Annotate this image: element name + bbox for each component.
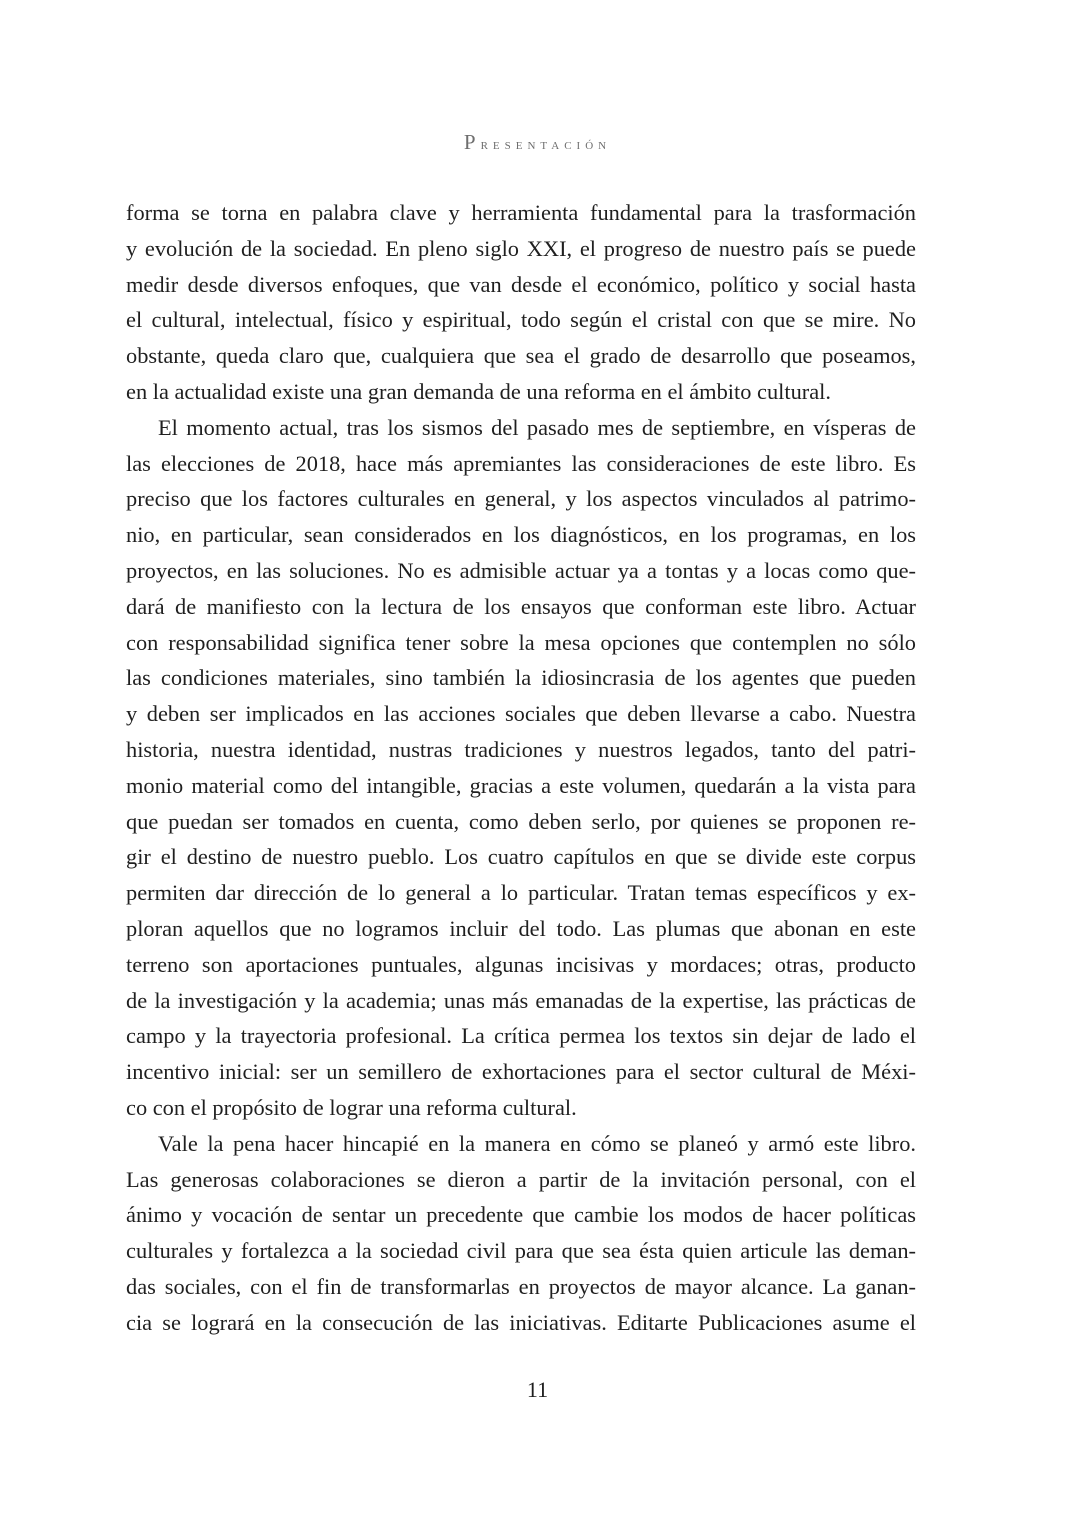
text-line: Vale la pena hacer hincapié en la manera en cómo se planeó y armó este libro. [158, 1130, 916, 1156]
text-line: con responsabilidad significa tener sobre la mesa opciones que contemplen no sólo [126, 629, 916, 655]
text-line: preciso que los factores culturales en general, y los aspectos vinculados al patrimo- [126, 486, 916, 512]
text-line: co con el propósito de lograr una reforma cultural. [126, 1094, 577, 1120]
running-header [0, 130, 1075, 155]
text-line: las elecciones de 2018, hace más apremiantes las consideraciones de este libro. Es [126, 450, 916, 476]
text-line: y deben ser implicados en las acciones sociales que deben llevarse a cabo. Nuestra [126, 701, 916, 727]
text-line: en la actualidad existe una gran demanda de una reforma en el ámbito cultural. [126, 378, 831, 404]
text-line: de la investigación y la academia; unas más emanadas de la expertise, las prácticas de [126, 987, 916, 1013]
text-line: el cultural, intelectual, físico y espiritual, todo según el cristal con que se mire. No [126, 307, 916, 333]
text-line: Las generosas colaboraciones se dieron a partir de la invitación personal, con el [126, 1166, 916, 1192]
text-line: monio material como del intangible, gracias a este volumen, quedarán a la vista para [126, 772, 916, 798]
text-line: que puedan ser tomados en cuenta, como deben serlo, por quienes se proponen re- [126, 808, 916, 834]
paragraph [126, 1126, 916, 1341]
text-line: permiten dar dirección de lo general a lo particular. Tratan temas específicos y ex- [126, 880, 916, 906]
text-line: campo y la trayectoria profesional. La crítica permea los textos sin dejar de lado el [126, 1023, 916, 1049]
text-line: terreno son aportaciones puntuales, algunas incisivas y mordaces; otras, producto [126, 951, 916, 977]
text-line: obstante, queda claro que, cualquiera que sea el grado de desarrollo que poseamos, [126, 343, 916, 369]
text-line: cia se logrará en la consecución de las iniciativas. Editarte Publicaciones asume el [126, 1309, 916, 1335]
text-line: forma se torna en palabra clave y herramienta fundamental para la trasformación [126, 200, 916, 225]
body-text [126, 195, 916, 1341]
running-header-initial: P [463, 130, 481, 154]
text-line: historia, nuestra identidad, nustras tradiciones y nuestros legados, tanto del patri- [126, 736, 916, 762]
paragraph [126, 410, 916, 1126]
text-line: das sociales, con el fin de transformarlas en proyectos de mayor alcance. La ganan- [126, 1273, 916, 1299]
page-number: 11 [526, 1377, 549, 1402]
text-line: culturales y fortalezca a la sociedad civil para que sea ésta quien articule las deman- [126, 1238, 916, 1264]
running-header-rest: resentación [480, 136, 612, 153]
text-line: medir desde diversos enfoques, que van desde el económico, político y social hasta [126, 271, 916, 297]
text-line: ánimo y vocación de sentar un precedente que cambie los modos de hacer políticas [126, 1202, 916, 1228]
text-line: El momento actual, tras los sismos del pasado mes de septiembre, en vísperas de [158, 414, 916, 440]
paragraph [126, 195, 916, 410]
text-line: gir el destino de nuestro pueblo. Los cuatro capítulos en que se divide este corpus [126, 844, 916, 870]
text-line: incentivo inicial: ser un semillero de exhortaciones para el sector cultural de Méxi- [126, 1059, 916, 1085]
text-line: dará de manifiesto con la lectura de los ensayos que conforman este libro. Actuar [126, 593, 916, 619]
text-line: las condiciones materiales, sino también la idiosincrasia de los agentes que pueden [126, 665, 916, 691]
text-line: nio, en particular, sean considerados en los diagnósticos, en los programas, en los [126, 522, 916, 548]
text-line: y evolución de la sociedad. En pleno siglo XXI, el progreso de nuestro país se puede [126, 235, 916, 261]
text-line: proyectos, en las soluciones. No es admisible actuar ya a tontas y a locas como que- [126, 557, 916, 583]
text-line: ploran aquellos que no logramos incluir del todo. Las plumas que abonan en este [126, 915, 916, 941]
